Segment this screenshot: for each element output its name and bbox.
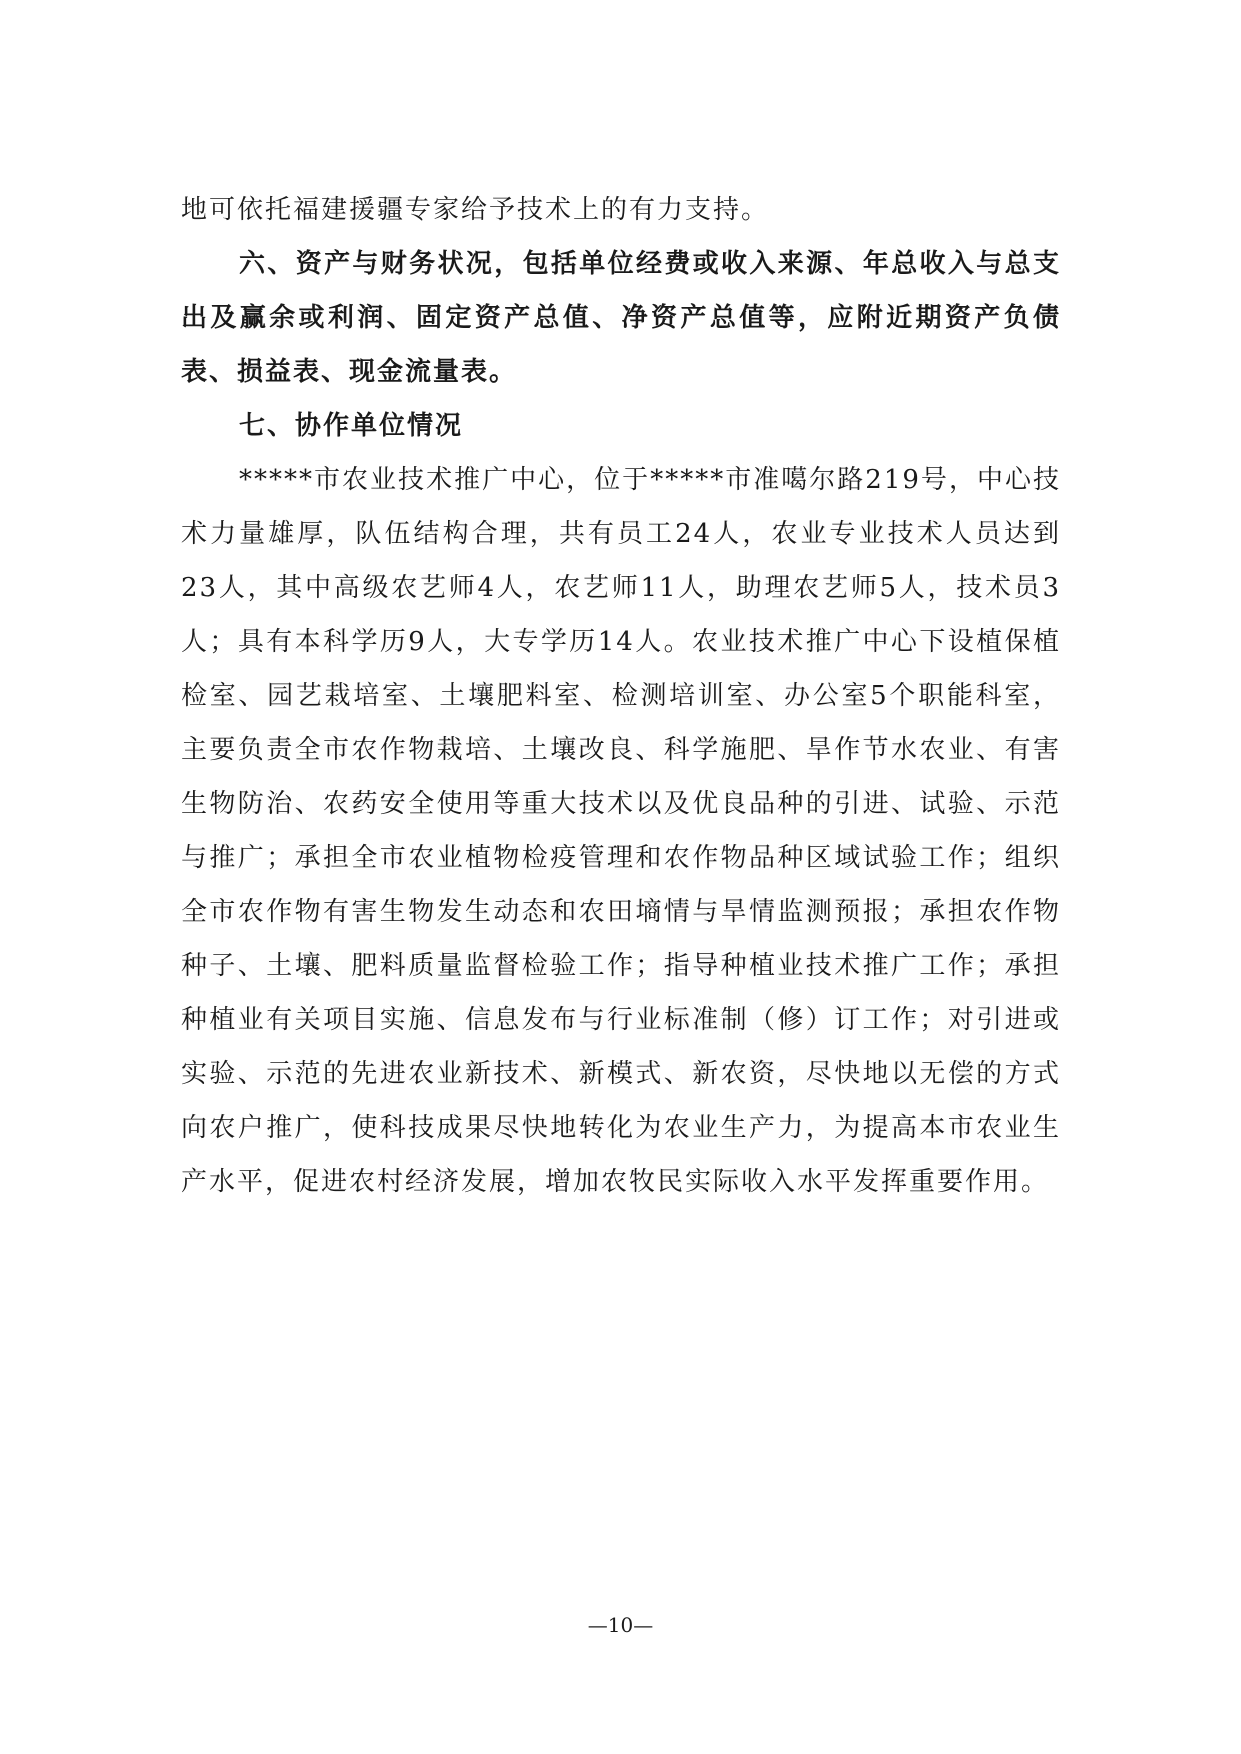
paragraph-continuation: 地可依托福建援疆专家给予技术上的有力支持。: [181, 195, 770, 225]
section-heading-seven: 七、协作单位情况: [239, 411, 464, 441]
document-body: [181, 183, 1061, 1209]
page-number: —10—: [587, 1613, 654, 1637]
section-heading-six: 六、资产与财务状况，包括单位经费或收入来源、年总收入与总支出及赢余或利润、固定资产总值、净资产总值等，应附近期资产负债表、损益表、现金流量表。: [181, 249, 1061, 387]
paragraph-partner-description: *****市农业技术推广中心，位于*****市准噶尔路219号，中心技术力量雄厚，队伍结构合理，共有员工24人，农业专业技术人员达到23人，其中高级农艺师4人，农艺师11人，助理农艺师5人，技术员3人；具有本科学历9人，大专学历14人。农业技术推广中心下设植保植检室、园艺栽培室、土壤肥料室、检测培训室、办公室5个职能科室，主要负责全市农作物栽培、土壤改良、科学施肥、旱作节水农业、有害生物防治、农药安全使用等重大技术以及优良品种的引进、试验、示范与推广；承担全市农业植物检疫管理和农作物品种区域试验工作；组织全市农作物有害生物发生动态和农田墒情与旱情监测预报；承担农作物种子、土壤、肥料质量监督检验工作；指导种植业技术推广工作；承担种植业有关项目实施、信息发布与行业标准制（修）订工作；对引进或实验、示范的先进农业新技术、新模式、新农资，尽快地以无偿的方式向农户推广，使科技成果尽快地转化为农业生产力，为提高本市农业生产水平，促进农村经济发展，增加农牧民实际收入水平发挥重要作用。: [181, 465, 1061, 1197]
